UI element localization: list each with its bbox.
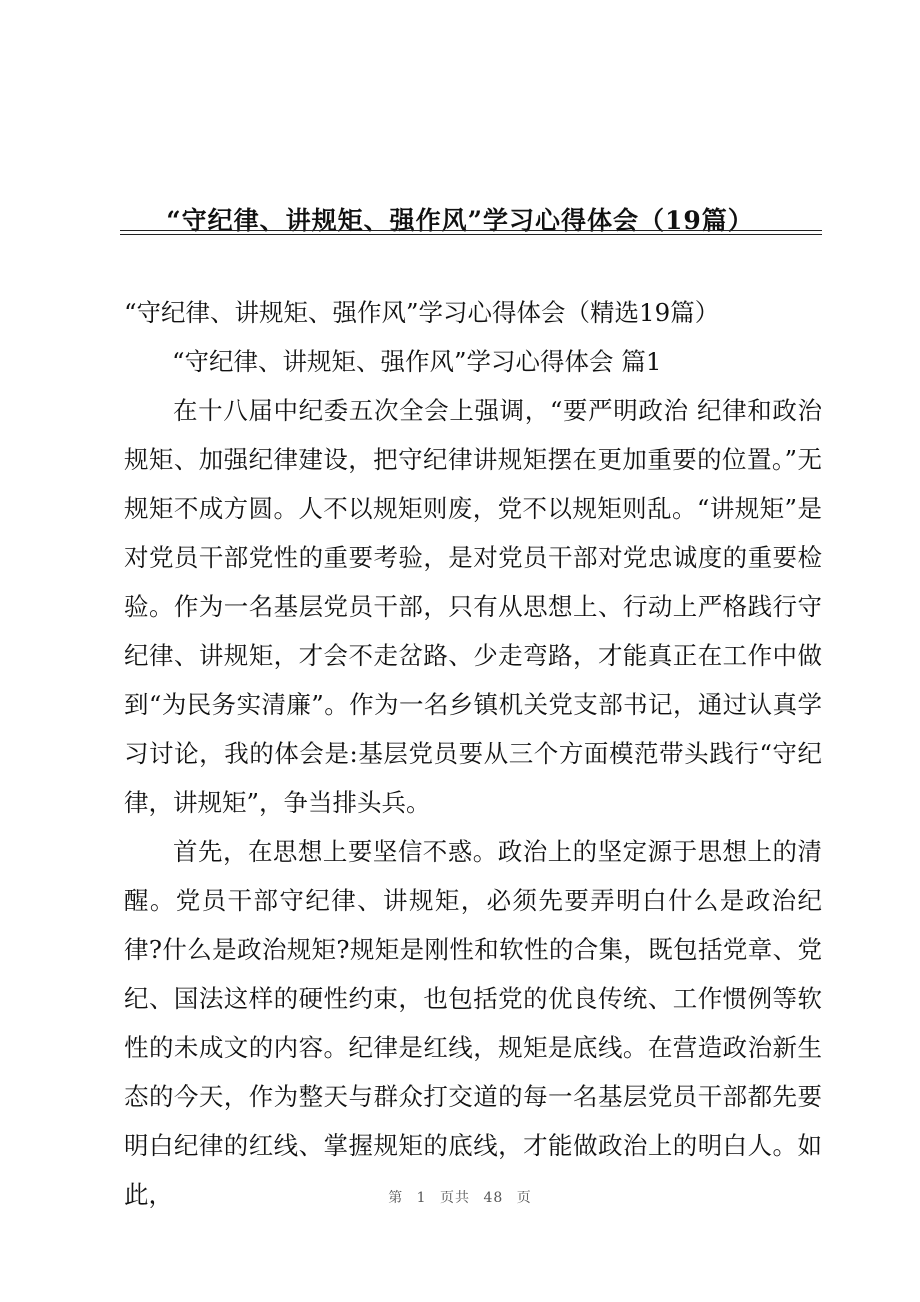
page-footer — [0, 1187, 920, 1207]
footer-page-number: 1 — [416, 1190, 427, 1206]
title-double-rule-bottom — [120, 234, 822, 235]
paragraph: 在十八届中纪委五次全会上强调，“要严明政治 纪律和政治规矩、加强纪律建设，把守纪律讲规矩摆在更加重要的位置。”无规矩不成方圆。人不以规矩则废，党不以规矩则乱。“讲规矩”是对党员干部党性的重要考验，是对党员干部对党忠诚度的重要检验。作为一名基层党员干部，只有从思想上、行动上严格践行守纪律、讲规矩，才会不走岔路、少走弯路，才能真正在工作中做到“为民务实清廉”。作为一名乡镇机关党支部书记，通过认真学习讨论，我的体会是:基层党员要从三个方面模范带头践行“守纪律，讲规矩”，争当排头兵。 — [124, 396, 822, 817]
footer-page-middle: 页共 — [440, 1190, 471, 1206]
footer-page-suffix: 页 — [516, 1190, 532, 1206]
document-subtitle: “守纪律、讲规矩、强作风”学习心得体会（精选19篇） — [124, 298, 720, 327]
document-body — [124, 288, 822, 1219]
footer-page-total: 48 — [483, 1190, 504, 1206]
paragraph: 首先，在思想上要坚信不惑。政治上的坚定源于思想上的清醒。党员干部守纪律、讲规矩，必须先要弄明白什么是政治纪律?什么是政治规矩?规矩是刚性和软性的合集，既包括党章、党纪、国法这样的硬性约束，也包括党的优良传统、工作惯例等软性的未成文的内容。纪律是红线，规矩是底线。在营造政治新生态的今天，作为整天与群众打交道的每一名基层党员干部都先要明白纪律的红线、掌握规矩的底线，才能做政治上的明白人。如此， — [124, 837, 822, 1209]
title-double-rule-top — [120, 230, 822, 231]
footer-page-prefix: 第 — [388, 1190, 404, 1206]
page-title: “守纪律、讲规矩、强作风”学习心得体会（19篇） — [166, 205, 754, 235]
section-heading: “守纪律、讲规矩、强作风”学习心得体会 篇1 — [172, 347, 662, 376]
